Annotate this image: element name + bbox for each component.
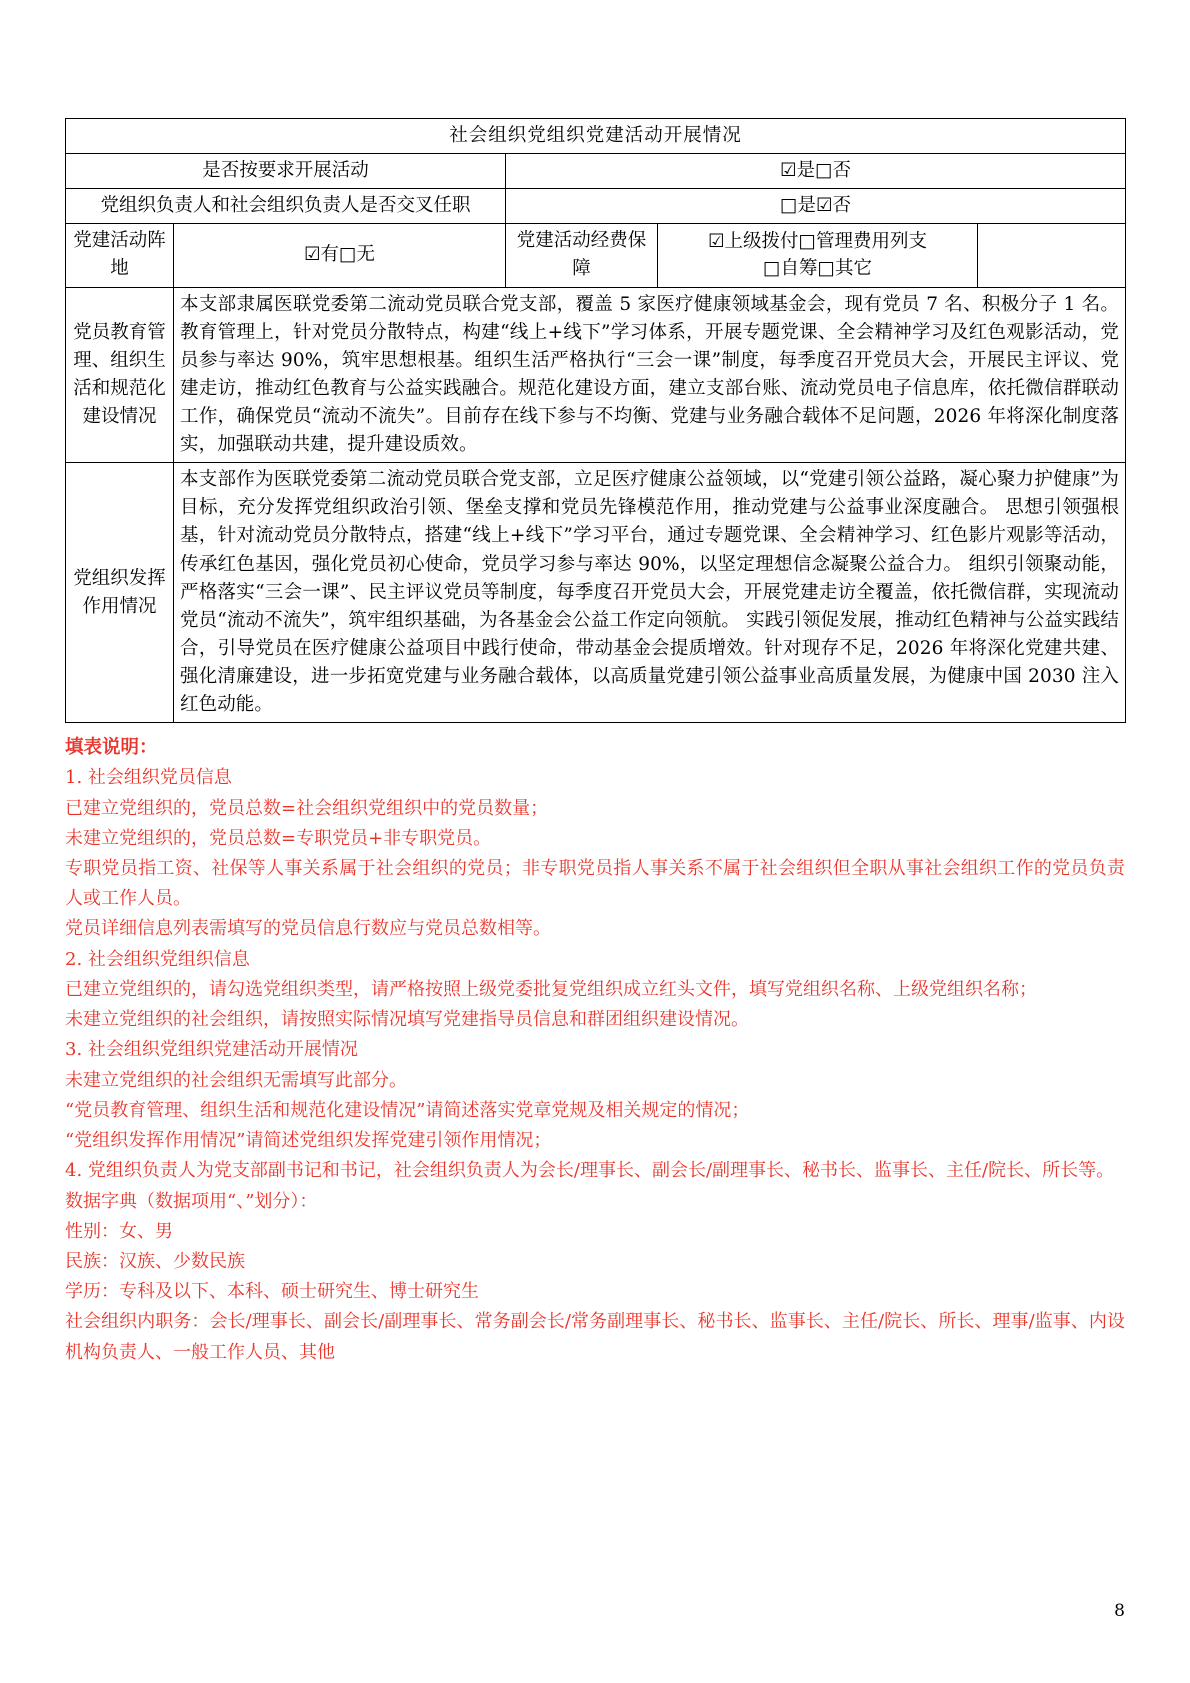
instruction-line: 性别：女、男: [65, 1220, 173, 1242]
label-activity-position: 党建活动阵地: [66, 224, 174, 287]
value-education-management[interactable]: 本支部隶属医联党委第二流动党员联合党支部，覆盖 5 家医疗健康领域基金会，现有党员 7 名、积极分子 1 名。教育管理上，针对党员分散特点，构建“线上+线下”学习体系，开展专题党课、全会精神学习及红色观影活动，党员参与率达 90%，筑牢思想根基。组织生活严格执行“三会一课”制度，每季度召开党员大会，开展民主评议、党建走访，推动红色教育与公益实践融合。规范化建设方面，建立支部台账、流动党员电子信息库，依托微信群联动工作，确保党员“流动不流失”。目前存在线下参与不均衡、党建与业务融合载体不足问题，2026 年将深化制度落实，加强联动共建，提升建设质效。: [174, 287, 1126, 463]
instruction-line: 数据字典（数据项用“、”划分）：: [65, 1190, 318, 1212]
table-row-role: [66, 463, 1126, 723]
table-row-activity-required: [66, 154, 1126, 189]
instruction-line: 未建立党组织的社会组织无需填写此部分。: [65, 1069, 407, 1091]
instruction-line: “党员教育管理、组织生活和规范化建设情况”请简述落实党章党规及相关规定的情况；: [65, 1099, 750, 1121]
value-activity-position[interactable]: ☑有□无: [174, 224, 506, 287]
instructions-heading: 填表说明：: [65, 737, 158, 759]
instruction-line: 已建立党组织的，请勾选党组织类型，请严格按照上级党委批复党组织成立红头文件，填写党组织名称、上级党组织名称；: [65, 978, 1037, 1000]
instruction-line: 3. 社会组织党组织党建活动开展情况: [65, 1039, 358, 1061]
instruction-line: 专职党员指工资、社保等人事关系属于社会组织的党员；非专职党员指人事关系不属于社会组织但全职从事社会组织工作的党员负责人或工作人员。: [65, 857, 1125, 910]
instruction-line: 社会组织内职务：会长/理事长、副会长/副理事长、常务副会长/常务副理事长、秘书长、监事长、主任/院长、所长、理事/监事、内设机构负责人、一般工作人员、其他: [65, 1311, 1125, 1363]
funding-option-line-2[interactable]: □自筹□其它: [763, 258, 872, 280]
table-row-title: [66, 119, 1126, 154]
instruction-line: 4. 党组织负责人为党支部副书记和书记，社会组织负责人为会长/理事长、副会长/副理事长、秘书长、监事长、主任/院长、所长等。: [65, 1160, 1115, 1182]
instruction-line: 1. 社会组织党员信息: [65, 767, 232, 789]
instruction-line: 已建立党组织的，党员总数=社会组织党组织中的党员数量；: [65, 797, 549, 819]
value-party-role[interactable]: 本支部作为医联党委第二流动党员联合党支部，立足医疗健康公益领域，以“党建引领公益路，凝心聚力护健康”为目标，充分发挥党组织政治引领、堡垒支撑和党员先锋模范作用，推动党建与公益事业深度融合。 思想引领强根基，针对流动党员分散特点，搭建“线上+线下”学习平台，通过专题党课、全会精神学习、红色影片观影等活动，传承红色基因，强化党员初心使命，党员学习参与率达 90%，以坚定理想信念凝聚公益合力。 组织引领聚动能，严格落实“三会一课”、民主评议党员等制度，每季度召开党员大会，开展党建走访全覆盖，依托微信群，实现流动党员“流动不流失”，筑牢组织基础，为各基金会公益工作定向领航。 实践引领促发展，推动红色精神与公益实践结合，引导党员在医疗健康公益项目中践行使命，带动基金会提质增效。针对现存不足，2026 年将深化党建共建、强化清廉建设，进一步拓宽党建与业务融合载体，以高质量党建引领公益事业高质量发展，为健康中国 2030 注入红色动能。: [174, 463, 1126, 723]
instruction-line: 未建立党组织的，党员总数=专职党员+非专职党员。: [65, 827, 492, 849]
form-title: 社会组织党组织党建活动开展情况: [66, 119, 1126, 154]
party-activity-form-table: [65, 118, 1126, 723]
funding-extra-cell: [978, 224, 1126, 287]
label-activity-funding: 党建活动经费保障: [506, 224, 658, 287]
value-activity-required[interactable]: ☑是□否: [506, 154, 1126, 189]
table-row-education: [66, 287, 1126, 463]
label-party-role: 党组织发挥作用情况: [66, 463, 174, 723]
table-row-cross-appointment: [66, 189, 1126, 224]
label-activity-required: 是否按要求开展活动: [66, 154, 506, 189]
label-education-management: 党员教育管理、组织生活和规范化建设情况: [66, 287, 174, 463]
instruction-line: 未建立党组织的社会组织，请按照实际情况填写党建指导员信息和群团组织建设情况。: [65, 1009, 749, 1031]
instruction-line: “党组织发挥作用情况”请简述党组织发挥党建引领作用情况；: [65, 1130, 552, 1152]
page-number: 8: [1114, 1601, 1125, 1621]
table-row-position-funding: [66, 224, 1126, 287]
instruction-line: 2. 社会组织党组织信息: [65, 948, 250, 970]
funding-option-line-1[interactable]: ☑上级拨付□管理费用列支: [707, 230, 928, 252]
label-cross-appointment: 党组织负责人和社会组织负责人是否交叉任职: [66, 189, 506, 224]
instruction-line: 学历：专科及以下、本科、硕士研究生、博士研究生: [65, 1281, 479, 1303]
instruction-line: 民族：汉族、少数民族: [65, 1251, 245, 1273]
instruction-line: 党员详细信息列表需填写的党员信息行数应与党员总数相等。: [65, 918, 551, 940]
value-cross-appointment[interactable]: □是☑否: [506, 189, 1126, 224]
value-activity-funding[interactable]: [658, 224, 978, 287]
filling-instructions: [65, 732, 1125, 1368]
